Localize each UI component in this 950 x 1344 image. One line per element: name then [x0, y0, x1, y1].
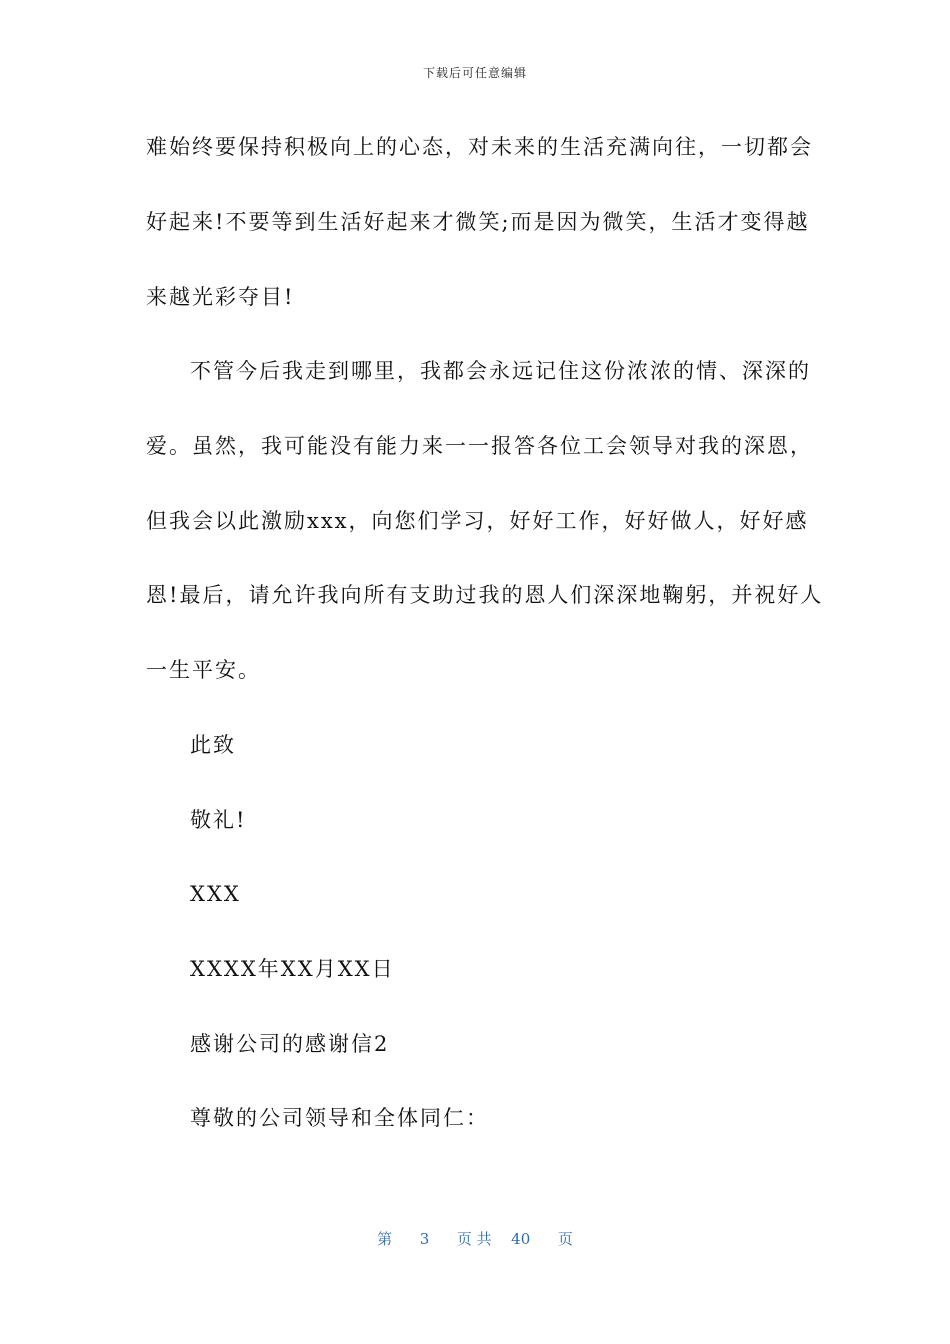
- letter-title: 感谢公司的感谢信2: [190, 1032, 390, 1056]
- closing-salutation: 此致: [190, 733, 236, 757]
- footer-total-pages: 40: [511, 1230, 531, 1248]
- signature-name: XXX: [190, 882, 241, 906]
- footer-suffix: 页: [557, 1230, 573, 1248]
- body-line-1: 难始终要保持积极向上的心态，对未来的生活充满向往，一切都会: [146, 135, 813, 159]
- footer-page-number: 3: [419, 1230, 430, 1248]
- signature-date: XXXX年XX月XX日: [190, 957, 395, 981]
- body-line-3: 来越光彩夺目!: [146, 285, 295, 309]
- body-line-7: 恩!最后，请允许我向所有支助过我的恩人们深深地鞠躬，并祝好人: [146, 583, 824, 607]
- body-line-5: 爱。虽然，我可能没有能力来一一报答各位工会领导对我的深恩，: [146, 434, 813, 458]
- page-header: 下载后可任意编辑: [422, 66, 527, 80]
- body-line-8: 一生平安。: [146, 658, 261, 682]
- closing-regards: 敬礼!: [190, 808, 247, 832]
- footer-middle: 页 共: [456, 1230, 492, 1248]
- footer-prefix: 第: [377, 1230, 393, 1248]
- page-footer: [0, 1228, 950, 1249]
- body-line-4: 不管今后我走到哪里，我都会永远记住这份浓浓的情、深深的: [190, 359, 811, 383]
- letter-greeting: 尊敬的公司领导和全体同仁：: [190, 1106, 489, 1130]
- body-line-6: 但我会以此激励xxx，向您们学习，好好工作，好好做人，好好感: [146, 509, 809, 533]
- body-line-2: 好起来!不要等到生活好起来才微笑;而是因为微笑，生活才变得越: [146, 210, 810, 234]
